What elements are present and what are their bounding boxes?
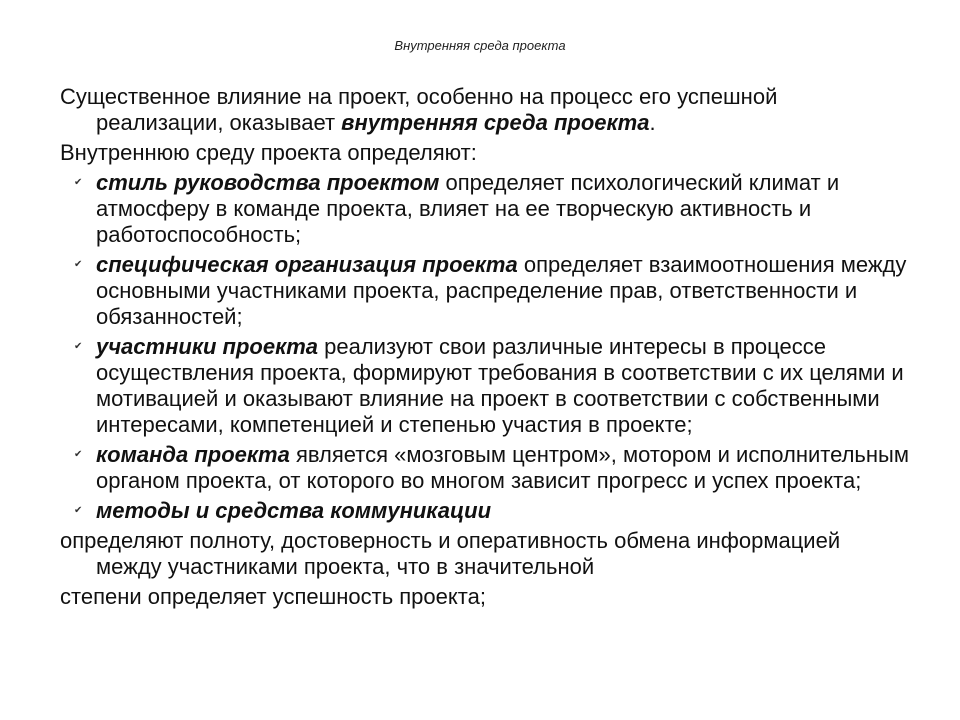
bullet-item — [60, 170, 910, 248]
bullet-term: специфическая организация проекта — [96, 252, 518, 277]
slide-body — [60, 84, 910, 614]
bullet-item — [60, 252, 910, 330]
closing-paragraph — [60, 584, 910, 610]
bullet-text: определяет психологический климат и атмосферу в команде проекта, влияет на ее творческую активность и работоспособность; — [96, 170, 840, 247]
checkmark-icon: ✔ — [74, 341, 83, 352]
bullet-item — [60, 442, 910, 494]
closing-paragraph — [60, 528, 910, 580]
bullet-term: стиль руководства проектом — [96, 170, 440, 195]
bullet-term: участники проекта — [96, 334, 319, 359]
checkmark-icon: ✔ — [74, 259, 83, 270]
slide-title: Внутренняя среда проекта — [394, 38, 566, 53]
lead-paragraph: Внутреннюю среду проекта определяют: — [60, 140, 477, 165]
closing-line: определяют полноту, достоверность и оперативность обмена информацией между участниками проекта, что в значительной — [60, 528, 841, 579]
bullet-item — [60, 498, 910, 524]
checkmark-icon: ✔ — [74, 505, 83, 516]
bullet-text: является «мозговым центром», мотором и исполнительным органом проекта, от которого во многом зависит прогресс и успех проекта; — [96, 442, 909, 493]
checkmark-icon: ✔ — [74, 177, 83, 188]
intro-end: . — [649, 110, 656, 135]
bullet-item — [60, 334, 910, 438]
intro-emphasis: внутренняя среда проекта — [341, 110, 650, 135]
checkmark-icon: ✔ — [74, 449, 83, 460]
bullet-term: методы и средства коммуникации — [96, 498, 492, 523]
intro-text: Существенное влияние на проект, особенно на процесс его успешной реализации, оказывает — [60, 84, 778, 135]
bullet-text: определяет взаимоотношения между основными участниками проекта, распределение прав, ответственности и обязанностей; — [96, 252, 907, 329]
bullet-term: команда проекта — [96, 442, 290, 467]
bullet-text: реализуют свои различные интересы в процессе осуществления проекта, формируют требования в соответствии с их целями и мотивацией и оказывают влияние на проект в соответствии с собственными интересами, компетенцией и степенью участия в проекте; — [96, 334, 904, 437]
intro-paragraph — [60, 84, 910, 136]
closing-line: степени определяет успешность проекта; — [60, 584, 486, 609]
